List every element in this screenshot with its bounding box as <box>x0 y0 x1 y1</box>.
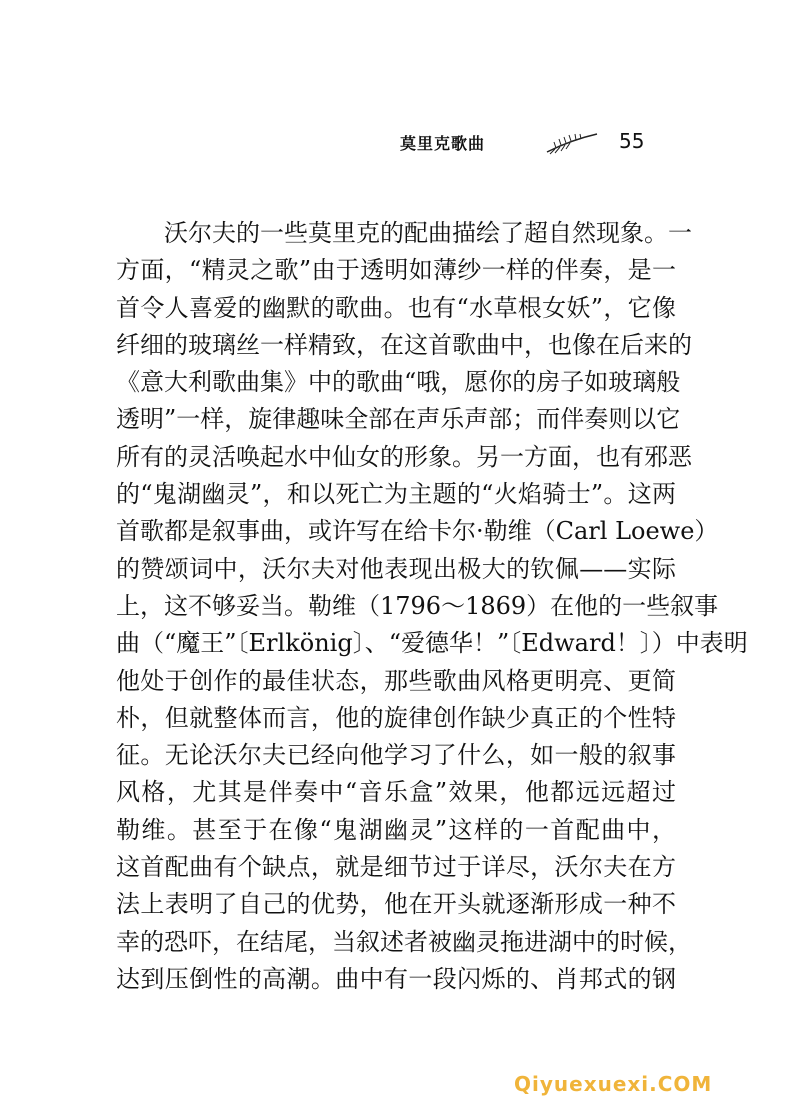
body-line: 朴，但就整体而言，他的旋律创作缺少真正的个性特 <box>116 703 676 732</box>
body-line: 他处于创作的最佳状态，那些歌曲风格更明亮、更简 <box>116 666 676 695</box>
body-line: 《意大利歌曲集》中的歌曲“哦，愿你的房子如玻璃般 <box>116 368 681 397</box>
body-line: 纤细的玻璃丝一样精致，在这首歌曲中，也像在后来的 <box>116 330 692 359</box>
body-line: 曲（“魔王”〔Erlkönig〕、“爱德华！”〔Edward！〕）中表明 <box>116 629 748 658</box>
body-line: 勒维。甚至于在像“鬼湖幽灵”这样的一首配曲中， <box>116 815 676 844</box>
body-line: 首令人喜爱的幽默的歌曲。也有“水草根女妖”，它像 <box>116 293 676 322</box>
body-line: 透明”一样，旋律趣味全部在声乐声部；而伴奏则以它 <box>116 405 681 434</box>
body-line: 幸的恐吓，在结尾，当叙述者被幽灵拖进湖中的时候， <box>116 927 692 956</box>
body-line: 首歌都是叙事曲，或许写在给卡尔·勒维（Carl Loewe） <box>116 517 719 546</box>
body-line: 上，这不够妥当。勒维（1796～1869）在他的一些叙事 <box>116 591 719 620</box>
body-line: 这首配曲有个缺点，就是细节过于详尽，沃尔夫在方 <box>116 853 676 882</box>
body-text <box>116 215 748 998</box>
page-number: 55 <box>619 129 645 153</box>
body-line: 法上表明了自己的优势，他在开头就逐渐形成一种不 <box>116 890 676 919</box>
quill-ornament-icon <box>545 132 599 156</box>
page-header <box>400 128 660 162</box>
body-line: 方面，“精灵之歌”由于透明如薄纱一样的伴奏，是一 <box>116 256 676 285</box>
body-line: 风格，尤其是伴奏中“音乐盒”效果，他都远远超过 <box>116 778 676 807</box>
body-line: 沃尔夫的一些莫里克的配曲描绘了超自然现象。一 <box>164 219 692 247</box>
running-title: 莫里克歌曲 <box>400 134 486 153</box>
site-watermark: Qiyuexuexi.COM <box>514 1072 713 1096</box>
body-line: 的“鬼湖幽灵”，和以死亡为主题的“火焰骑士”。这两 <box>116 480 676 509</box>
body-line: 所有的灵活唤起水中仙女的形象。另一方面，也有邪恶 <box>116 442 692 471</box>
body-line: 达到压倒性的高潮。曲中有一段闪烁的、肖邦式的钢 <box>116 964 676 993</box>
body-line: 征。无论沃尔夫已经向他学习了什么，如一般的叙事 <box>116 741 676 770</box>
body-line: 的赞颂词中，沃尔夫对他表现出极大的钦佩——实际 <box>116 554 676 583</box>
